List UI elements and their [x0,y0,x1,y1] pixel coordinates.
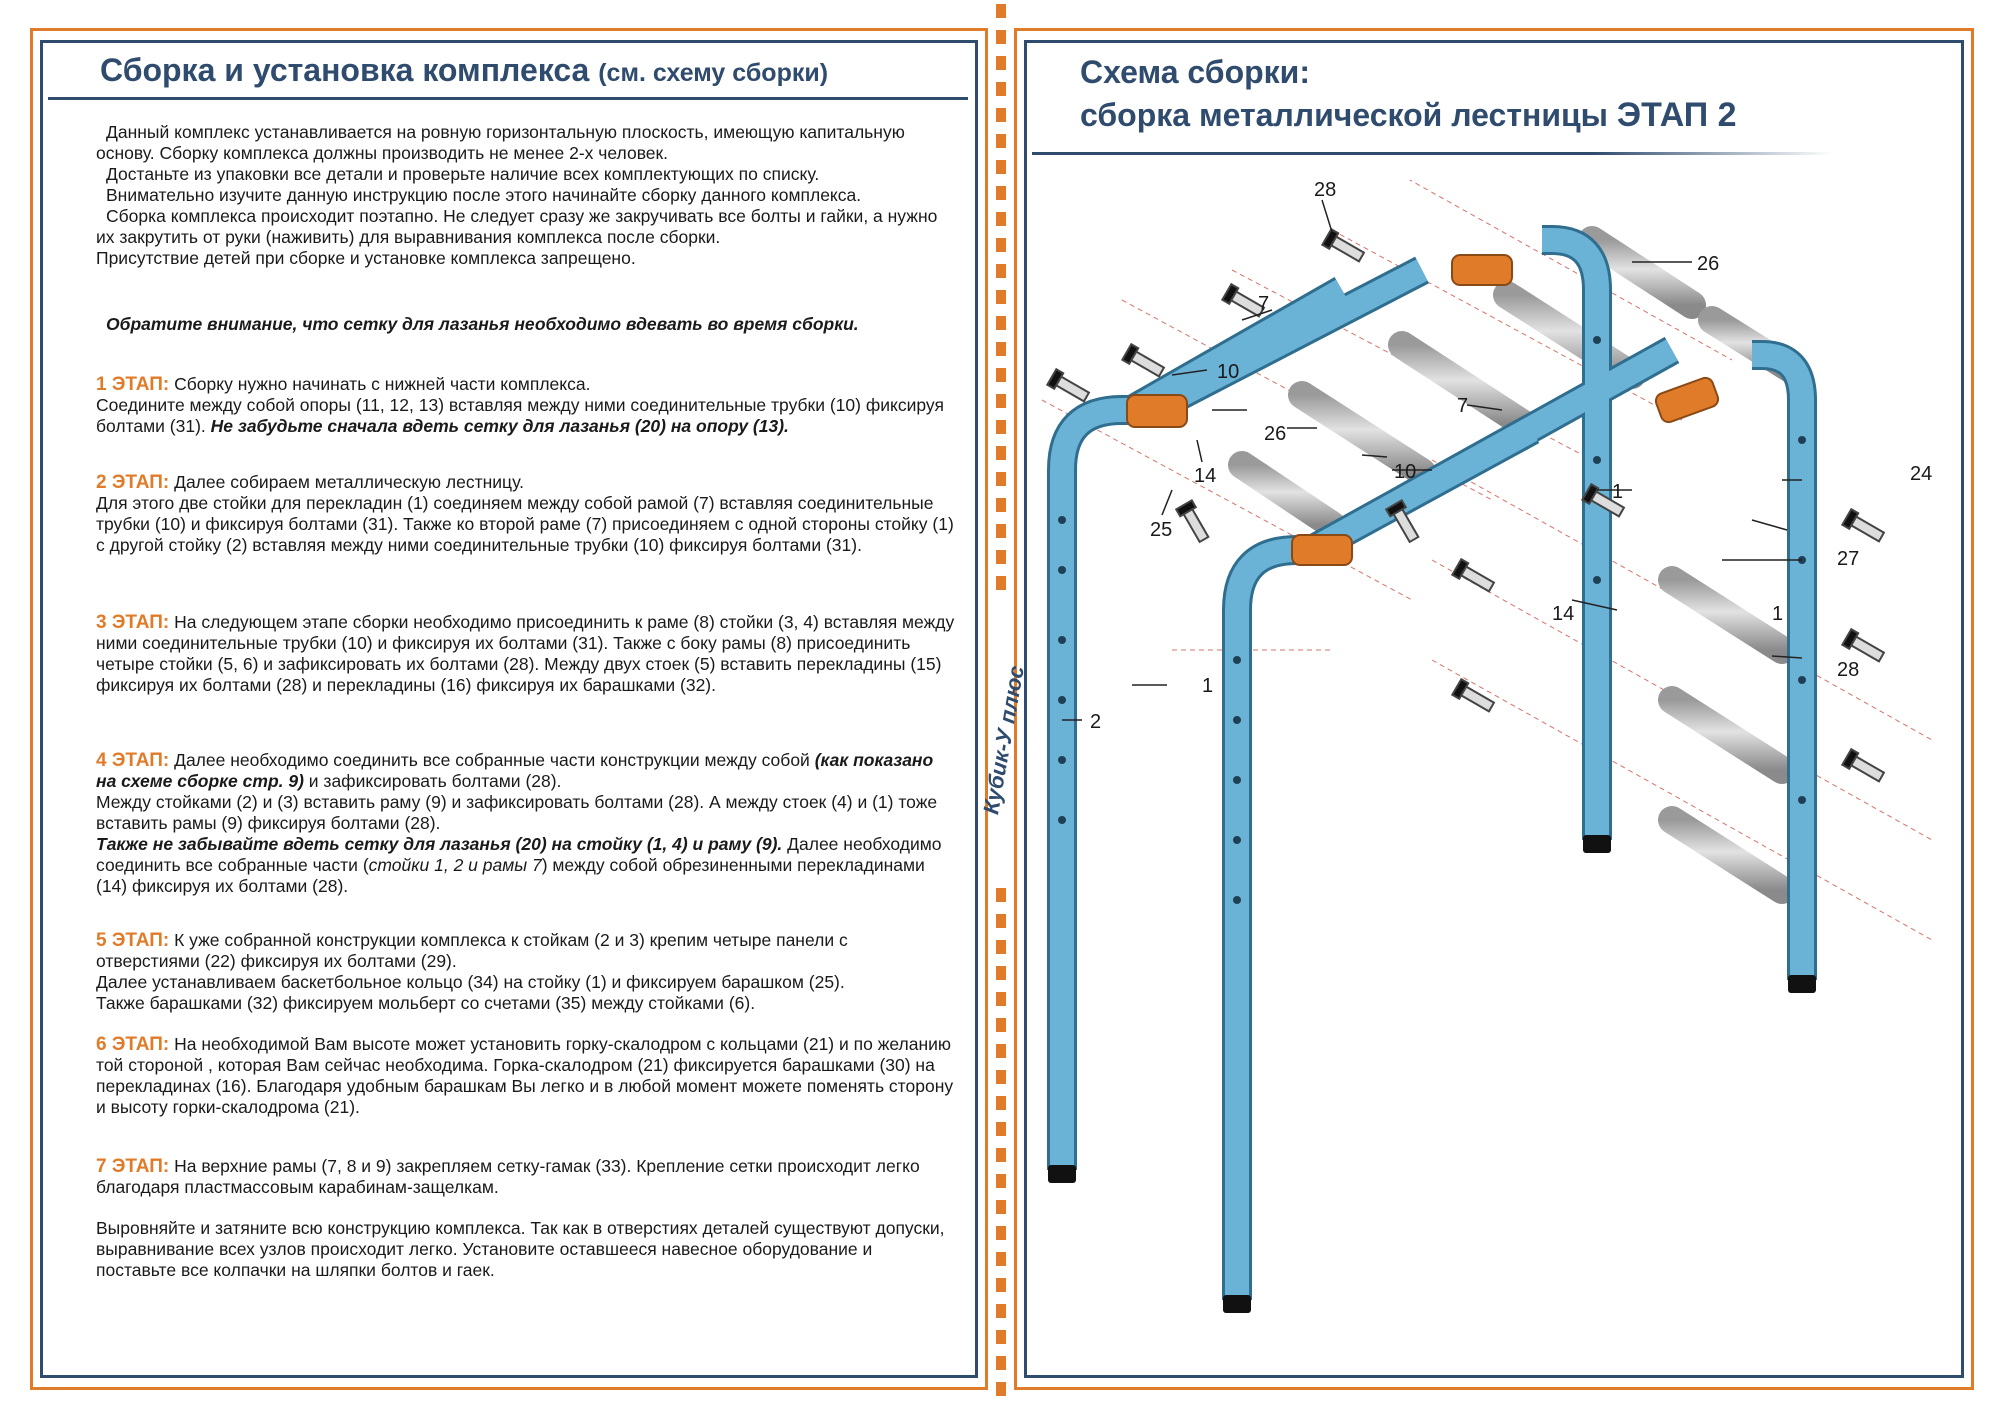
spine-dash [996,56,1006,70]
label-25: 25 [1150,519,1173,541]
stage-1-warning: Не забудьте сначала вдеть сетку для лазанья (20) на опору (13). [210,416,789,436]
spine-dash [996,498,1006,512]
spine-dash [996,1070,1006,1084]
stage-4-italic: стойки 1, 2 и рамы 7 [368,855,542,875]
stage-1-label: 1 ЭТАП: [96,374,170,395]
intro-paragraph: Внимательно изучите данную инструкцию после этого начинайте сборку данного комплекса. [106,185,862,205]
stage-1-text: Сборку нужно начинать с нижней части комплекса. [169,374,591,394]
stage-4-text: ) между собой обрезиненными перекладинами (14) фиксируя их болтами (28). [96,855,925,896]
spine-dash [996,966,1006,980]
stage-4-ref: (как показано на схеме сборке стр. 9) [96,750,934,791]
label-10: 10 [1394,461,1417,483]
spine-dash [996,1148,1006,1162]
bolts [1047,229,1886,785]
spine-dash [996,472,1006,486]
attention-text: Обратите внимание, что сетку для лазанья необходимо вдевать во время сборки. [106,314,859,334]
spine-dash [996,576,1006,590]
stage-6-label: 6 ЭТАП: [96,1034,170,1055]
stage-2-label: 2 ЭТАП: [96,472,170,493]
stage-2 [96,472,956,556]
label-26: 26 [1697,253,1720,275]
spine-dash [996,108,1006,122]
spine-dash [996,186,1006,200]
stage-7 [96,1156,956,1198]
intro-paragraph: Присутствие детей при сборке и установке комплекса запрещено. [96,248,636,268]
spine-dash [996,1382,1006,1396]
spine-dash [996,134,1006,148]
spine-dash [996,30,1006,44]
stage-4-warning: Также не забывайте вдеть сетку для лазанья (20) на стойку (1, 4) и раму (9). [96,834,783,854]
final-paragraph [96,1218,956,1281]
stage-1-text: Соедините между собой опоры (11, 12, 13) вставляя между ними соединительные трубки (10) фиксируя болтами (31). [96,395,944,436]
spine-dash [996,1174,1006,1188]
title-main: Сборка и установка комплекса [100,52,590,88]
spine-dash [996,1226,1006,1240]
spine-dash [996,316,1006,330]
spine-dash [996,524,1006,538]
spine-dash [996,212,1006,226]
stage-6-text: На необходимой Вам высоте может установить горку-скалодром с кольцами (21) и по желанию той стороной , которая Вам сейчас необходима. Горка-скалодром (21) фиксируется барашками (30) на перекладинах (16). Благодаря удобным барашкам Вы легко и в любой момент можете поменять сторону и высоту горки-скалодрома (21). [96,1034,954,1117]
spine-dash [996,1044,1006,1058]
stage-2-text: Далее собираем металлическую лестницу. [169,472,524,492]
label-28: 28 [1837,659,1860,681]
stage-1 [96,374,956,437]
spine-dash [996,1122,1006,1136]
label-14: 14 [1194,465,1217,487]
spine-dash [996,1096,1006,1110]
spine-dash [996,238,1006,252]
spine-dash [996,1330,1006,1344]
intro-block [96,122,956,269]
spine-dash [996,1018,1006,1032]
stage-5 [96,930,956,1014]
spine-dash [996,914,1006,928]
stage-5-text: Также барашками (32) фиксируем мольберт со счетами (35) между стойками (6). [96,993,756,1013]
diagram-title-underline [1032,152,1832,155]
spine-dash [996,160,1006,174]
spine-dash [996,420,1006,434]
spine-dash [996,368,1006,382]
label-1: 1 [1202,675,1214,697]
stage-4-label: 4 ЭТАП: [96,750,170,771]
stage-4-text: Далее необходимо соединить все собранные части ( [96,834,942,875]
label-7: 7 [1457,395,1469,417]
spine-dash [996,342,1006,356]
label-1: 1 [1772,603,1784,625]
rubber-feet [1048,835,1816,1313]
intro-paragraph: Сборка комплекса происходит поэтапно. Не следует сразу же закручивать все болты и гайки, а нужно их закрутить от руки (наживить) для выравнивания комплекса после сборки. [96,206,938,247]
stage-2-text: Для этого две стойки для перекладин (1) соединяем между собой рамой (7) вставляя соединительные трубки (10) и фиксируя болтами (31). Также ко второй раме (7) присоединяем с одной стороны стойку (1) с другой стойку (2) вставляя между ними соединительные трубки (10) фиксируя болтами (31). [96,493,954,555]
intro-paragraph: Достаньте из упаковки все детали и проверьте наличие всех комплектующих по списку. [106,164,820,184]
label-28: 28 [1314,180,1337,201]
stage-4-text: и зафиксировать болтами (28). [303,771,562,791]
ladder-assembly-diagram [1032,180,1962,1370]
diagram-title-stage: ЭТАП 2 [1616,96,1737,134]
spine-dash [996,992,1006,1006]
spine-dash [996,1200,1006,1214]
title-underline [48,97,968,100]
stage-3-label: 3 ЭТАП: [96,612,170,633]
stage-4-text: Между стойками (2) и (3) вставить раму (9) и зафиксировать болтами (28). А между стоек (4) и (1) тоже вставить рамы (9) фиксируя болтами (28). [96,792,938,833]
label-27: 27 [1837,548,1860,570]
spine-dash [996,446,1006,460]
spine-dash [996,940,1006,954]
spine-dash [996,550,1006,564]
label-10: 10 [1217,361,1240,383]
diagram-title-line-2 [1080,96,1737,135]
spine-dash [996,264,1006,278]
stage-3 [96,612,956,696]
stage-5-text: Далее устанавливаем баскетбольное кольцо (34) на стойку (1) и фиксируем барашком (25). [96,972,845,992]
spine-dash [996,888,1006,902]
label-14: 14 [1552,603,1575,625]
label-24: 24 [1910,463,1933,485]
spine-dash [996,82,1006,96]
page-title [100,52,828,89]
stage-5-label: 5 ЭТАП: [96,930,170,951]
spine-dash [996,394,1006,408]
diagram-title-text: сборка металлической лестницы [1080,97,1608,133]
stage-7-label: 7 ЭТАП: [96,1156,170,1177]
spine-dash [996,1304,1006,1318]
spine-dash [996,1278,1006,1292]
stage-6 [96,1034,956,1118]
stage-7-text: На верхние рамы (7, 8 и 9) закрепляем сетку-гамак (33). Крепление сетки происходит легко благодаря пластмассовым карабинам-защелкам. [96,1156,920,1197]
spine-brand: Кубик-У плюс [978,663,1029,817]
label-2: 2 [1090,711,1102,733]
spine-dash [996,1356,1006,1370]
label-1: 1 [1612,481,1624,503]
stage-4 [96,750,956,897]
diagram-title-line-1: Схема сборки: [1080,54,1310,90]
spine-dash [996,290,1006,304]
label-7: 7 [1258,293,1270,315]
final-text: Выровняйте и затяните всю конструкцию комплекса. Так как в отверстиях деталей существуют допуски, выравнивание всех узлов происходит легко. Установите оставшееся навесное оборудование и поставьте все колпачки на шляпки болтов и гаек. [96,1218,945,1280]
attention-note [106,314,966,335]
spine-dash [996,4,1006,18]
label-26: 26 [1264,423,1287,445]
stage-5-text: К уже собранной конструкции комплекса к стойкам (2 и 3) крепим четыре панели с отверстиями (22) фиксируя их болтами (29). [96,930,848,971]
stage-4-text: Далее необходимо соединить все собранные части конструкции между собой [169,750,815,770]
stage-3-text: На следующем этапе сборки необходимо присоединить к раме (8) стойки (3, 4) вставляя между ними соединительные трубки (10) и фиксируя их болтами (31). Также с боку рамы (8) присоединить четыре стойки (5, 6) и зафиксировать их болтами (28). Между двух стоек (5) вставить перекладины (15) фиксируя их болтами (28) и перекладины (16) фиксируя их барашками (32). [96,612,955,695]
title-sub: (см. схему сборки) [598,59,829,87]
spine-dash [996,1252,1006,1266]
intro-paragraph: Данный комплекс устанавливается на ровную горизонтальную плоскость, имеющую капитальную основу. Сборку комплекса должны производить не менее 2-х человек. [96,122,905,163]
